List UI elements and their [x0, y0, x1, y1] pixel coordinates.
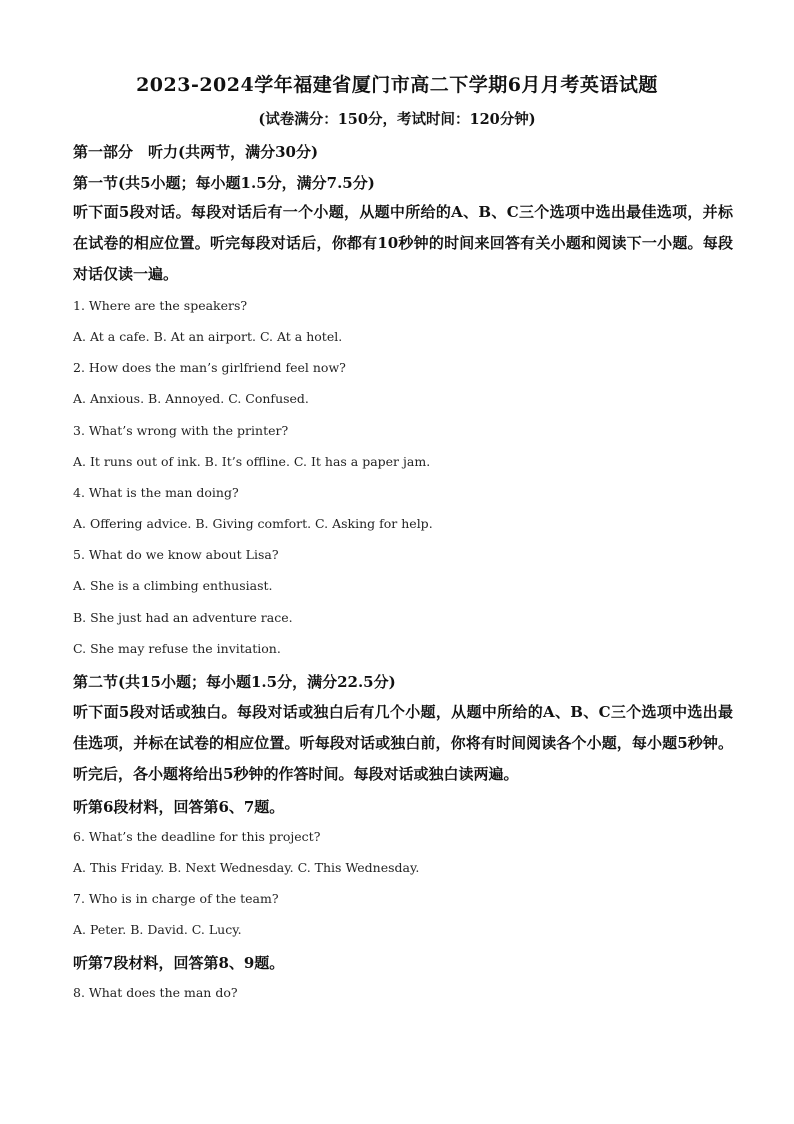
- question-3-stem: 3. What’s wrong with the printer?: [73, 423, 289, 438]
- section1-instructions: 听下面5段对话。每段对话后有一个小题，从题中所给的A、B、C三个选项中选出最佳选项，并标在试卷的相应位置。听完每段对话后，你都有10秒钟的时间来回答有关小题和阅读下一小题。每段对话仅读一遍。: [73, 203, 733, 283]
- exam-subtitle: (试卷满分：150分，考试时间：120分钟): [258, 111, 536, 128]
- exam-title: 2023-2024学年福建省厦门市高二下学期6月月考英语试题: [136, 74, 658, 96]
- question-7-stem: 7. Who is in charge of the team?: [73, 891, 279, 906]
- section2-instructions: 听下面5段对话或独白。每段对话或独白后有几个小题，从题中所给的A、B、C三个选项中选出最佳选项，并标在试卷的相应位置。听每段对话或独白前，你将有时间阅读各个小题，每小题5秒钟。听完后，各小题将给出5秒钟的作答时间。每段对话或独白读两遍。: [73, 703, 733, 783]
- question-7-options: A. Peter. B. David. C. Lucy.: [73, 922, 242, 937]
- section2-heading: 第二节(共15小题；每小题1.5分，满分22.5分): [73, 673, 396, 691]
- question-6-stem: 6. What’s the deadline for this project?: [73, 829, 321, 844]
- material-7-heading: 听第7段材料，回答第8、9题。: [73, 954, 285, 972]
- question-3-options: A. It runs out of ink. B. It’s offline. C. It has a paper jam.: [73, 454, 431, 469]
- section1-heading: 第一节(共5小题；每小题1.5分，满分7.5分): [73, 174, 375, 192]
- question-4-stem: 4. What is the man doing?: [73, 485, 239, 500]
- question-5-option-a: A. She is a climbing enthusiast.: [73, 578, 273, 593]
- question-1-stem: 1. Where are the speakers?: [73, 298, 248, 313]
- question-5-option-c: C. She may refuse the invitation.: [73, 641, 281, 656]
- question-2-stem: 2. How does the man’s girlfriend feel now?: [73, 360, 346, 375]
- question-5-stem: 5. What do we know about Lisa?: [73, 547, 279, 562]
- question-4-options: A. Offering advice. B. Giving comfort. C. Asking for help.: [73, 516, 433, 531]
- question-1-options: A. At a cafe. B. At an airport. C. At a hotel.: [73, 329, 343, 344]
- question-5-option-b: B. She just had an adventure race.: [73, 610, 293, 625]
- material-6-heading: 听第6段材料，回答第6、7题。: [73, 798, 285, 816]
- question-2-options: A. Anxious. B. Annoyed. C. Confused.: [73, 391, 309, 406]
- part1-heading: 第一部分 听力(共两节，满分30分): [73, 143, 319, 161]
- question-8-stem: 8. What does the man do?: [73, 985, 238, 1000]
- question-6-options: A. This Friday. B. Next Wednesday. C. This Wednesday.: [73, 860, 420, 875]
